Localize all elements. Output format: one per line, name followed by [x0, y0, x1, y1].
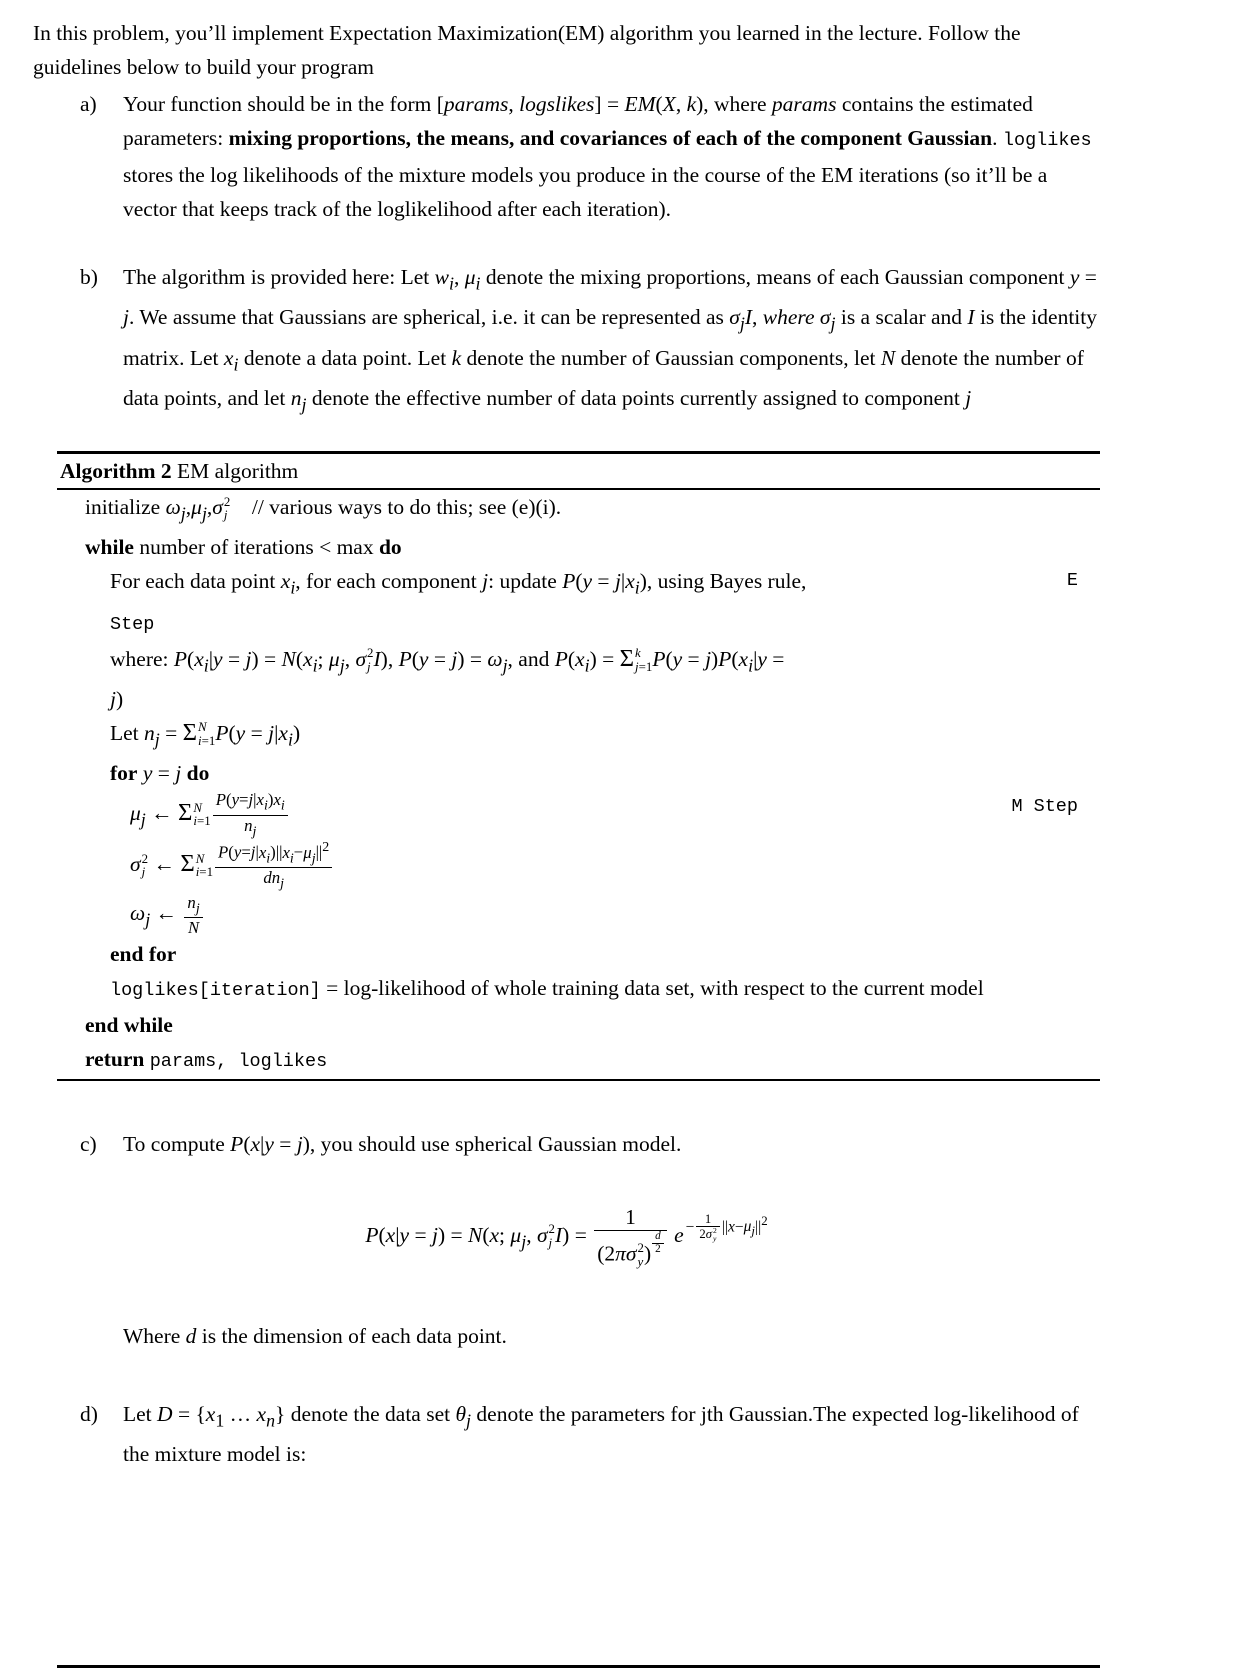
algorithm-title: EM algorithm	[171, 459, 299, 484]
algo-line-text: return params, loglikes	[85, 1047, 328, 1073]
list-item-b	[80, 260, 1100, 421]
algo-line-initialize	[57, 490, 1100, 530]
item-b-label: b)	[80, 265, 98, 289]
algo-line-e-step	[57, 564, 1100, 604]
item-a-text: Your function should be in the form [params, logslikes] = EM(X, k), where params contains the estimated parameters: mixing proportions, the means, and covariances of each of the component Gaussian. loglikes stores the log likelihoods of the mixture models you produce in the course of the EM iterations (so it’ll be a vector that keeps track of the loglikelihood after each iteration).	[123, 92, 1092, 221]
e-step-label: E	[1066, 570, 1078, 592]
item-c-label: c)	[80, 1132, 97, 1157]
algo-line-text: σ 2 j ← Σ N i=1 $\frac{P(y=j|x_i)||x_i-\mu_j||^2}{dn_j}$	[130, 852, 334, 876]
algo-line-for	[57, 756, 1100, 790]
algorithm-header	[57, 454, 1100, 488]
algo-line-text: j)	[110, 687, 124, 712]
algo-line-text: Let $n_j = \Sigma$ N i=1 $P(y = j|x_i)$	[110, 719, 301, 750]
algo-line-where	[57, 642, 1100, 682]
dimension-note: Where d is the dimension of each data point.	[123, 1324, 507, 1349]
next-section-top-rule	[57, 1665, 1100, 1668]
algo-line-text: $\mu_j$ ← Σ N i=1 $\frac{P(y=j|x_i)x_i}{n_j}$	[130, 801, 290, 825]
algo-line-end-while	[57, 1008, 1100, 1042]
m-step-label: M Step	[1011, 796, 1078, 818]
algo-line-while	[57, 530, 1100, 564]
gaussian-formula: P(x|y = j) = N(x; $\mu_j$, σ 2 j I) = 1 (2πσ 2 y ) $\frac{d}{2}$ e − 1 2σ 2 y $||x-\mu_j||^2$	[365, 1205, 768, 1269]
list-item-c	[80, 1127, 1100, 1161]
algo-line-mu-update	[57, 790, 1100, 840]
algo-line-text: end while	[85, 1013, 173, 1038]
algo-line-sigma-update	[57, 840, 1100, 892]
algo-line-where-wrap	[57, 682, 1100, 716]
item-d-text: Let $D = \{x_1$ … $x_n$} denote the data set $\theta_j$ denote the parameters for jth Gaussian.The expected log-likelihood of the mixture model is:	[123, 1402, 1079, 1467]
algorithm-block	[57, 451, 1100, 1081]
algo-line-text: while number of iterations < max do	[85, 535, 402, 560]
algorithm-body	[57, 490, 1100, 1079]
item-c-text: To compute P(x|y = j), you should use spherical Gaussian model.	[123, 1132, 682, 1157]
algo-line-text: For each data point $x_i$, for each component j: update $P(y = j|x_i)$, using Bayes rule,	[110, 569, 807, 598]
algo-line-text: initialize $\omega_j,\mu_j,\sigma$ 2 j // various ways to do this; see (e)(i).	[85, 494, 562, 524]
list-item-d	[80, 1397, 1100, 1471]
algo-line-text: loglikes[iteration] = log-likelihood of whole training data set, with respect to the current model	[110, 976, 984, 1002]
item-d-label: d)	[80, 1402, 98, 1427]
algorithm-bottom-rule	[57, 1079, 1100, 1081]
algo-line-end-for	[57, 937, 1100, 971]
algo-line-text: for y = j do	[110, 761, 210, 786]
item-b-text: The algorithm is provided here: Let $w_i$, $\mu_i$ denote the mixing proportions, means of each Gaussian component y = j. We assume that Gaussians are spherical, i.e. it can be represented as $\sigma_jI$, where $\sigma_j$ is a scalar and I is the identity matrix. Let $x_i$ denote a data point. Let k denote the number of Gaussian components, let N denote the number of data points, and let $n_j$ denote the effective number of data points currently assigned to component j	[123, 265, 1097, 415]
list-item-a	[80, 87, 1100, 226]
algo-line-text: $\omega_j$ ← $\frac{n_j}{N}$	[130, 901, 205, 925]
algo-line-text: Step	[110, 613, 155, 635]
algo-line-omega-update	[57, 893, 1100, 938]
item-a-label: a)	[80, 92, 97, 116]
algo-line-text: where: $P(x_i|y = j) = N(x_i$; $\mu_j$, σ 2 j I), $P(y = j) = \omega_j$, and $P(x_i) = \Sigma$ k j=1 $P(y = j)P(x_i|y$ =	[110, 644, 785, 676]
algo-line-return	[57, 1042, 1100, 1079]
algorithm-number: Algorithm 2	[60, 459, 172, 484]
algo-line-step-wrap	[57, 605, 1100, 642]
algo-line-let-nj	[57, 716, 1100, 756]
intro-paragraph: In this problem, you’ll implement Expectation Maximization(EM) algorithm you learned in the lecture. Follow the guidelines below to build your program	[33, 21, 1021, 79]
algo-line-loglikes	[57, 971, 1100, 1008]
algo-line-text: end for	[110, 942, 177, 967]
